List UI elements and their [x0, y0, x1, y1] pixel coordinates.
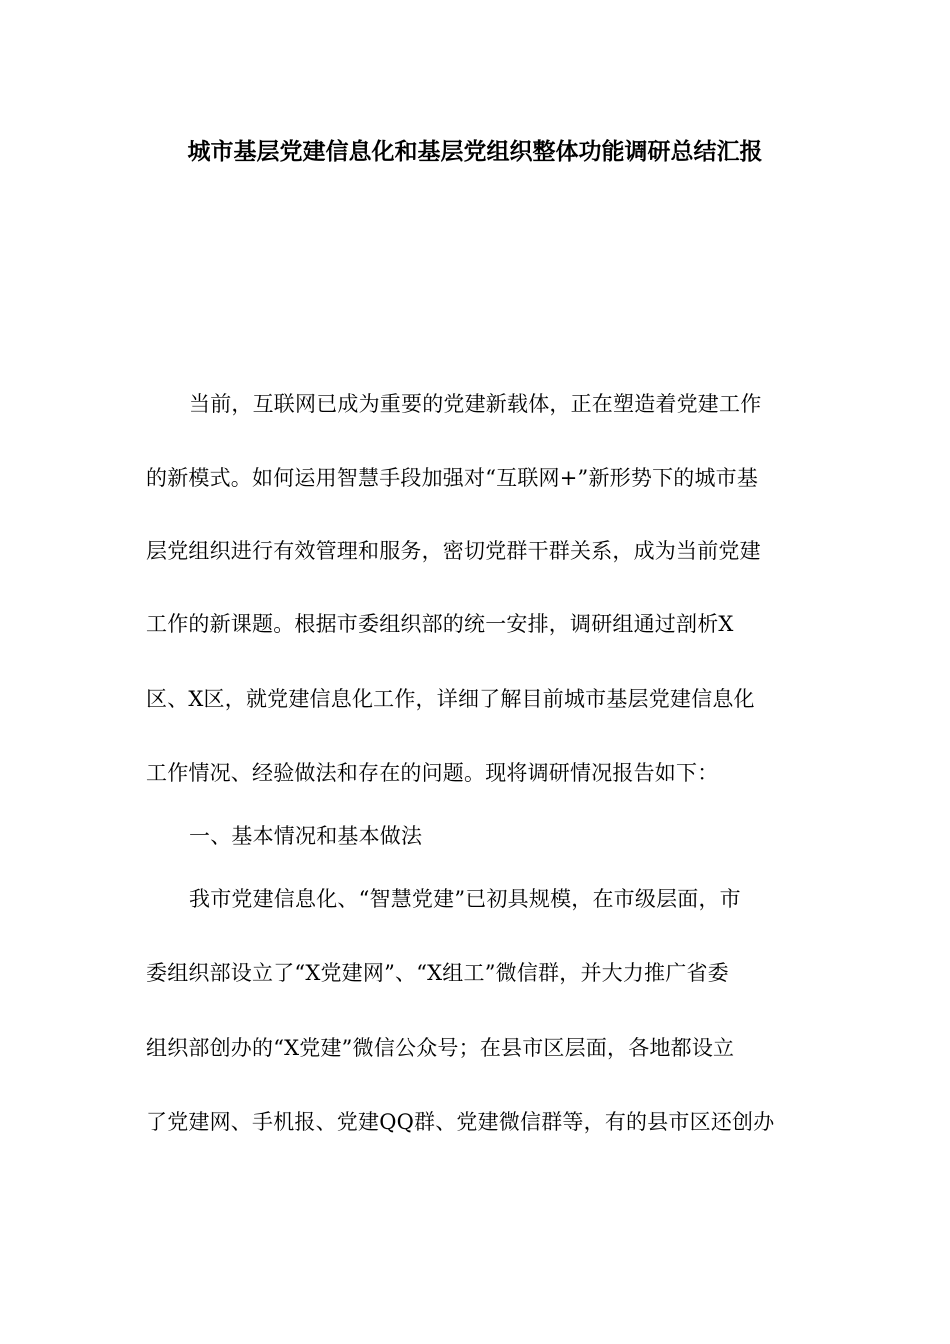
- paragraph-line: 当前，互联网已成为重要的党建新载体，正在塑造着党建工作: [189, 392, 762, 416]
- paragraph-line: 委组织部设立了“X党建网”、“X组工”微信群，并大力推广省委: [146, 961, 729, 985]
- paragraph-line: 了党建网、手机报、党建QQ群、党建微信群等，有的县市区还创办: [146, 1110, 775, 1134]
- paragraph-line: 工作情况、经验做法和存在的问题。现将调研情况报告如下：: [146, 761, 719, 785]
- section-heading: 一、基本情况和基本做法: [189, 824, 423, 848]
- paragraph-line: 我市党建信息化、“智慧党建”已初具规模，在市级层面，市: [189, 887, 741, 911]
- paragraph-line: 工作的新课题。根据市委组织部的统一安排，调研组通过剖析X: [146, 612, 734, 636]
- paragraph-line: 的新模式。如何运用智慧手段加强对“互联网+”新形势下的城市基: [146, 466, 759, 490]
- paragraph-line: 区、X区，就党建信息化工作，详细了解目前城市基层党建信息化: [146, 687, 755, 711]
- document-title: 城市基层党建信息化和基层党组织整体功能调研总结汇报: [187, 138, 763, 165]
- paragraph-line: 层党组织进行有效管理和服务，密切党群干群关系，成为当前党建: [146, 539, 761, 563]
- paragraph-line: 组织部创办的“X党建”微信公众号；在县市区层面，各地都设立: [146, 1036, 735, 1060]
